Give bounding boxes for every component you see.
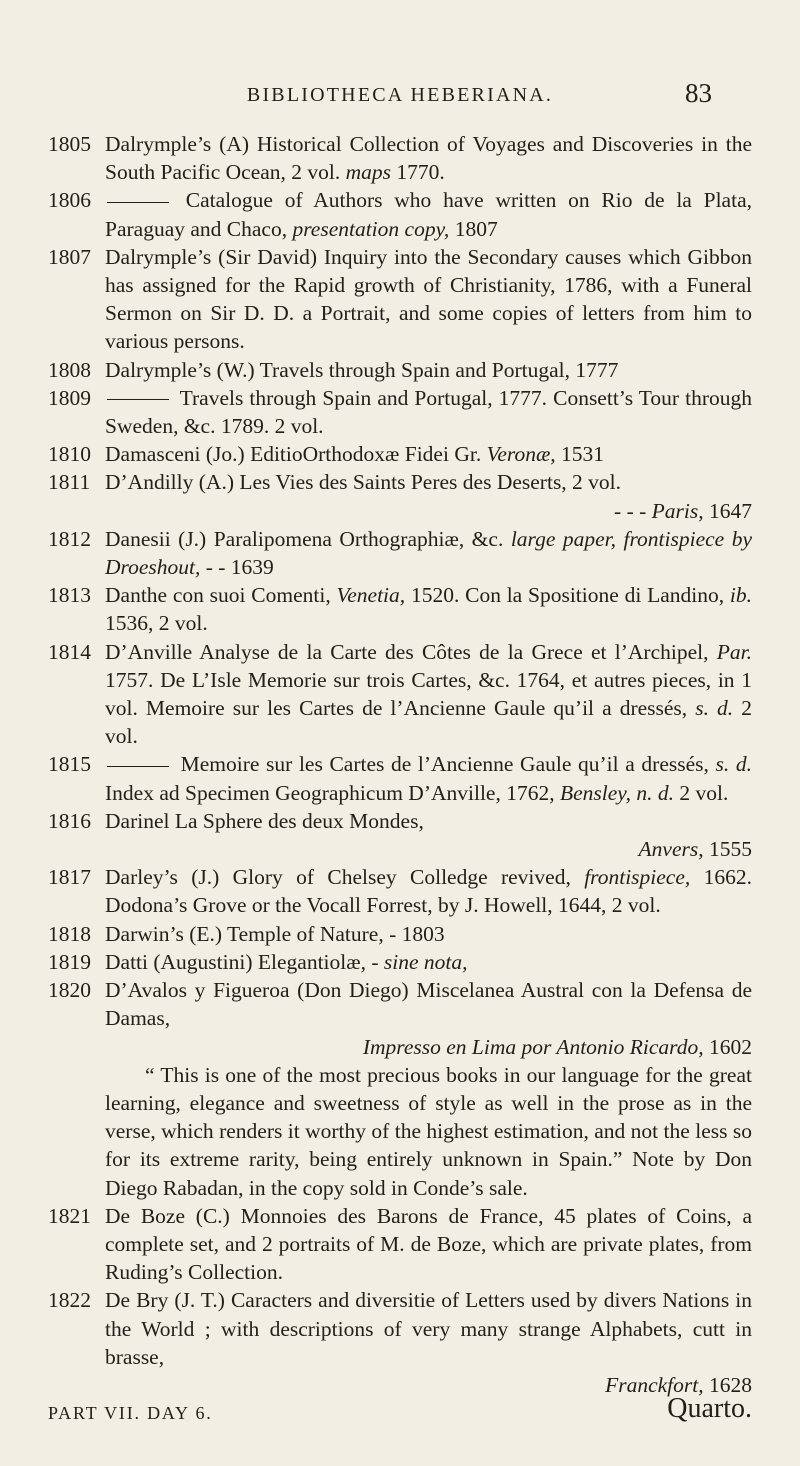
catalogue-entry <box>48 440 752 468</box>
entry-description <box>105 440 752 468</box>
ditto-dash <box>107 399 169 400</box>
italic-text: Franckfort, <box>605 1372 704 1397</box>
text-run: D’Andilly (A.) Les Vies des Saints Peres des Deserts, 2 vol. <box>105 470 622 495</box>
lot-number: 1806 <box>48 188 91 213</box>
entry-description <box>105 1202 752 1287</box>
text-run: 1647 <box>703 498 752 523</box>
entry-description <box>105 750 752 806</box>
italic-text: frontispiece, <box>584 865 691 890</box>
entry-description <box>105 384 752 440</box>
text-run: 2 vol. <box>105 696 752 749</box>
lot-number: 1812 <box>48 526 91 551</box>
text-run: 2 vol. <box>674 780 729 805</box>
catalogue-entry <box>48 525 752 581</box>
signature-mark: PART VII. DAY 6. <box>48 1403 213 1423</box>
text-run: Memoire sur les Cartes de l’Ancienne Gaule qu’il a dressés, <box>174 752 716 777</box>
lot-number: 1816 <box>48 808 91 833</box>
entry-description <box>105 243 752 356</box>
catalogue-entry <box>48 750 752 806</box>
text-run: Catalogue of Authors who have written on Rio de la Plata, Paraguay and Chaco, <box>105 188 752 241</box>
entry-description <box>105 525 752 581</box>
lot-number: 1815 <box>48 752 91 777</box>
entry-description <box>105 863 752 919</box>
lot-number: 1808 <box>48 357 91 382</box>
catchword: Quarto. <box>667 1393 752 1424</box>
text-run: Darwin’s (E.) Temple of Nature, - 1803 <box>105 921 445 946</box>
entry-description <box>105 581 752 637</box>
lot-number: 1814 <box>48 639 91 664</box>
italic-text: Impresso en Lima por Antonio Ricardo, <box>362 1034 704 1059</box>
lot-number: 1817 <box>48 865 91 890</box>
text-run: Danesii (J.) Paralipomena Orthographiæ, &c. <box>105 526 511 551</box>
catalogue-entry <box>48 356 752 384</box>
text-run: De Bry (J. T.) Caracters and diversitie of Letters used by divers Nations in the World ; with descriptions of very many strange Alphabets, cutt in brasse, <box>105 1288 752 1369</box>
text-run: 1662. Dodona’s Grove or the Vocall Forrest, by J. Howell, 1644, 2 vol. <box>105 865 753 918</box>
imprint-line <box>105 497 752 525</box>
text-run: Index ad Specimen Geographicum D’Anville, 1762, <box>105 780 560 805</box>
lot-number: 1810 <box>48 442 91 467</box>
lot-number: 1813 <box>48 583 91 608</box>
text-run: 1602 <box>703 1034 752 1059</box>
catalogue-entries <box>48 130 752 1399</box>
text-run: Dalrymple’s (W.) Travels through Spain and Portugal, 1777 <box>105 357 619 382</box>
text-run: Danthe con suoi Comenti, <box>105 583 337 608</box>
text-run: 1770. <box>391 160 445 185</box>
text-run: Darley’s (J.) Glory of Chelsey Colledge revived, <box>105 865 585 890</box>
catalogue-entry <box>48 243 752 356</box>
catalogue-entry <box>48 186 752 242</box>
ditto-dash <box>107 202 169 203</box>
text-run: Dalrymple’s (A) Historical Collection of Voyages and Discoveries in the South Pacific Ocean, 2 vol. <box>105 132 752 185</box>
text-run: 1807 <box>449 216 498 241</box>
catalogue-entry <box>48 920 752 948</box>
italic-text: Paris, <box>651 498 704 523</box>
text-run: 1520. Con la Spositione di Landino, <box>405 583 730 608</box>
italic-text: Venetia, <box>336 583 406 608</box>
text-run: 1531 <box>555 442 605 467</box>
lot-number: 1818 <box>48 921 91 946</box>
text-run: De Boze (C.) Monnoies des Barons de France, 45 plates of Coins, a complete set, and 2 portraits of M. de Boze, which are private plates, from Ruding’s Collection. <box>105 1203 752 1285</box>
catalogue-entry <box>48 1286 752 1399</box>
italic-text: maps <box>345 160 392 185</box>
italic-text: Par. <box>716 639 752 664</box>
page-footer <box>48 1391 752 1431</box>
catalogue-entry <box>48 807 752 863</box>
imprint-line <box>105 1033 752 1061</box>
entry-note: “ This is one of the most precious books in our language for the great learning, elegance and sweetness of style as well in the prose as in the verse, which renders it worthy of the highest estimation, and not the less so for its extreme rarity, being entirely unknown in Spain.” Note by Don Diego Rabadan, in the copy sold in Conde’s sale. <box>105 1062 752 1200</box>
entry-description <box>105 468 752 496</box>
lot-number: 1809 <box>48 385 91 410</box>
catalogue-entry <box>48 948 752 976</box>
italic-text: ib. <box>729 583 752 608</box>
imprint-line <box>105 835 752 863</box>
page-header <box>0 78 800 112</box>
italic-text: Veronæ, <box>486 442 556 467</box>
text-run: Darinel La Sphere des deux Mondes, <box>105 808 424 833</box>
text-run: 1757. De L’Isle Memorie sur trois Cartes, &c. 1764, et autres pieces, in 1 vol. Memoire sur les Cartes de l’Ancienne Gaule qu’il a dressés, <box>105 667 752 721</box>
text-run: Datti (Augustini) Elegantiolæ, - <box>105 949 384 974</box>
entry-description <box>105 807 752 835</box>
text-run: Dalrymple’s (Sir David) Inquiry into the Secondary causes which Gibbon has assigned for the Rapid growth of Christianity, 1786, with a Funeral Sermon on Sir D. D. a Portrait, and some copies of letters from him to various persons. <box>105 244 752 354</box>
italic-text: large paper, frontispiece by Droeshout, <box>105 526 752 580</box>
text-run: Damasceni (Jo.) EditioOrthodoxæ Fidei Gr. <box>105 442 487 467</box>
entry-description <box>105 130 752 186</box>
catalogue-entry <box>48 1202 752 1287</box>
lot-number: 1821 <box>48 1203 91 1228</box>
catalogue-entry <box>48 863 752 919</box>
italic-text: sine nota, <box>383 949 468 974</box>
lot-number: 1819 <box>48 949 91 974</box>
entry-description <box>105 1286 752 1371</box>
italic-text: presentation copy, <box>292 216 450 241</box>
text-run: D’Avalos y Figueroa (Don Diego) Miscelanea Austral con la Defensa de Damas, <box>105 978 752 1031</box>
catalogue-entry <box>48 130 752 186</box>
italic-text: Anvers, <box>638 837 704 862</box>
text-run: D’Anville Analyse de la Carte des Côtes de la Grece et l’Archipel, <box>105 639 717 664</box>
catalogue-entry <box>48 976 752 1202</box>
lot-number: 1805 <box>48 132 91 156</box>
text-run: 1555 <box>703 837 752 862</box>
italic-text: s. d. <box>695 696 734 721</box>
entry-description <box>105 976 752 1032</box>
entry-description <box>105 920 752 948</box>
italic-text: s. d. <box>715 752 753 777</box>
text-run: 1628 <box>703 1372 752 1397</box>
text-run: Travels through Spain and Portugal, 1777. Consett’s Tour through Sweden, &c. 1789. 2 vol. <box>105 385 752 439</box>
text-run: 1536, 2 vol. <box>105 611 208 636</box>
catalogue-entry <box>48 638 752 751</box>
lot-number: 1820 <box>48 978 91 1003</box>
page-number: 83 <box>685 78 712 108</box>
lot-number: 1811 <box>48 470 91 495</box>
lot-number: 1822 <box>48 1288 91 1313</box>
text-run: - - - <box>614 498 652 523</box>
text-run: - - 1639 <box>200 555 274 580</box>
ditto-dash <box>107 766 169 767</box>
entry-description <box>105 948 752 976</box>
entry-description <box>105 638 752 751</box>
catalogue-entry <box>48 468 752 524</box>
lot-number: 1807 <box>48 244 91 269</box>
entry-description <box>105 356 752 384</box>
running-head: BIBLIOTHECA HEBERIANA. <box>246 84 554 106</box>
catalogue-entry <box>48 581 752 637</box>
entry-description <box>105 186 752 242</box>
catalogue-entry <box>48 384 752 440</box>
italic-text: Bensley, n. d. <box>559 780 675 805</box>
